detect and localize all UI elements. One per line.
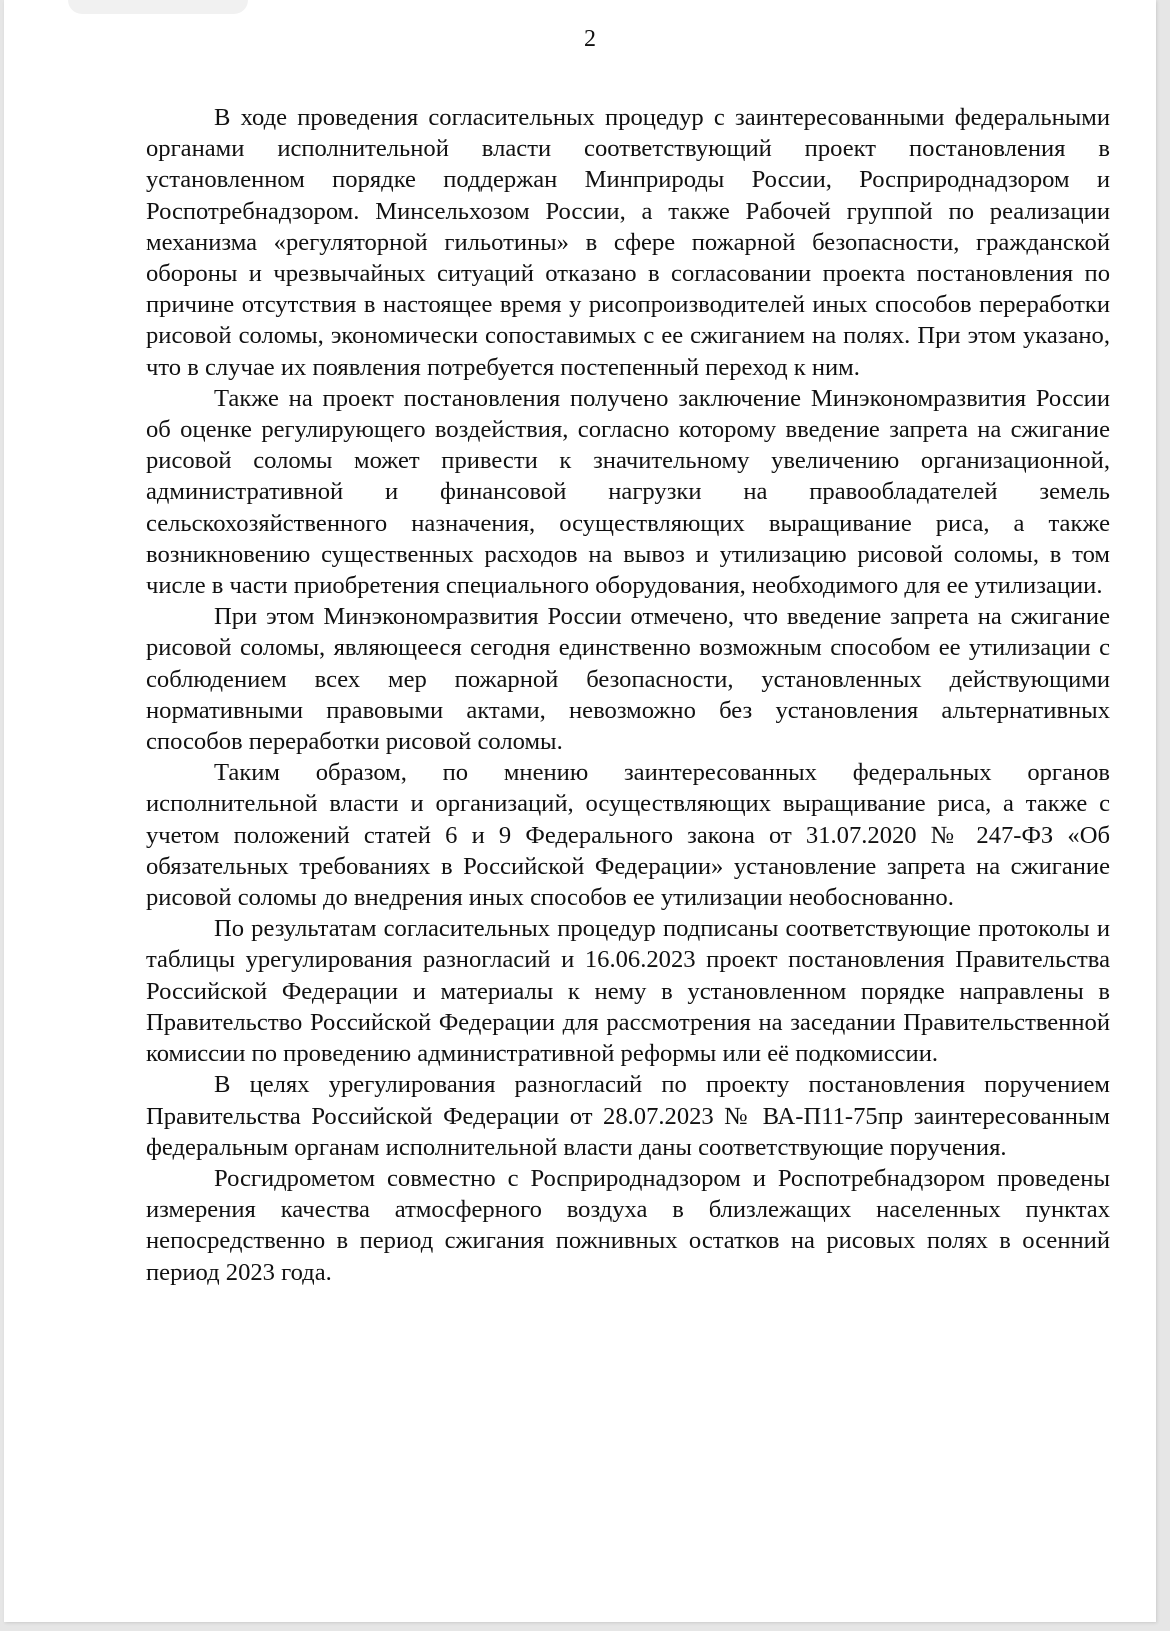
paragraph-3: При этом Минэкономразвития России отмечено, что введение запрета на сжигание рисовой соломы, являющееся сегодня единственно возможным способом ее утилизации с соблюдением всех мер пожарной безопасности, установленных действующими нормативными правовыми актами, невозможно без установления альтернативных способов переработки рисовой соломы. bbox=[146, 603, 1110, 756]
viewer-tab bbox=[68, 0, 248, 14]
page-number: 2 bbox=[584, 26, 596, 52]
paragraph-1: В ходе проведения согласительных процедур с заинтересованными федеральными органами исполнительной власти соответствующий проект постановления в установленном порядке поддержан Минприроды России, Росприроднадзором и Роспотребнадзором. Минсельхозом России, а также Рабочей группой по реализации механизма «регуляторной гильотины» в сфере пожарной безопасности, гражданской обороны и чрезвычайных ситуаций отказано в согласовании проекта постановления по причине отсутствия в настоящее время у рисопроизводителей иных способов переработки рисовой соломы, экономически сопоставимых с ее сжиганием на полях. При этом указано, что в случае их появления потребуется постепенный переход к ним. bbox=[146, 104, 1110, 381]
document-body bbox=[146, 102, 1110, 1288]
document-page bbox=[4, 0, 1156, 1622]
paragraph-5: По результатам согласительных процедур подписаны соответствующие протоколы и таблицы урегулирования разногласий и 16.06.2023 проект постановления Правительства Российской Федерации и материалы к нему в установленном порядке направлены в Правительство Российской Федерации для рассмотрения на заседании Правительственной комиссии по проведению административной реформы или её подкомиссии. bbox=[146, 915, 1110, 1068]
paragraph-4: Таким образом, по мнению заинтересованных федеральных органов исполнительной власти и организаций, осуществляющих выращивание риса, а также с учетом положений статей 6 и 9 Федерального закона от 31.07.2020 № 247-ФЗ «Об обязательных требованиях в Российской Федерации» установление запрета на сжигание рисовой соломы до внедрения иных способов ее утилизации необоснованно. bbox=[146, 759, 1110, 912]
paragraph-7: Росгидрометом совместно с Росприроднадзором и Роспотребнадзором проведены измерения качества атмосферного воздуха в близлежащих населенных пунктах непосредственно в период сжигания пожнивных остатков на рисовых полях в осенний период 2023 года. bbox=[146, 1164, 1110, 1286]
paragraph-6: В целях урегулирования разногласий по проекту постановления поручением Правительства Российской Федерации от 28.07.2023 № ВА-П11-75пр заинтересованным федеральным органам исполнительной власти даны соответствующие поручения. bbox=[146, 1071, 1110, 1161]
paragraph-2: Также на проект постановления получено заключение Минэкономразвития России об оценке регулирующего воздействия, согласно которому введение запрета на сжигание рисовой соломы может привести к значительному увеличению организационной, административной и финансовой нагрузки на правообладателей земель сельскохозяйственного назначения, осуществляющих выращивание риса, а также возникновению существенных расходов на вывоз и утилизацию рисовой соломы, в том числе в части приобретения специального оборудования, необходимого для ее утилизации. bbox=[146, 384, 1110, 600]
